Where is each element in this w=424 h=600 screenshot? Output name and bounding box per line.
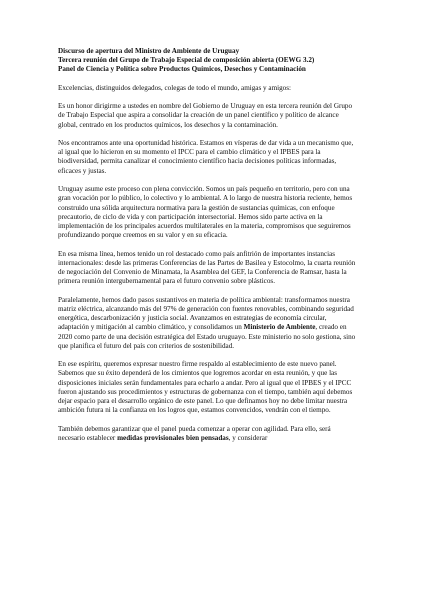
heading-meeting: Tercera reunión del Grupo de Trabajo Especial de composición abierta (OEWG 3.2) bbox=[58, 56, 315, 65]
paragraph-5-text-a: Paralelamente, hemos dado pasos sustantivos en materia de política ambiental: transformamos nuestra matriz eléctrica, alcanzando más del 97% de generación con fuentes renovables, combinando seguridad energética, descarbonización y justicia social. Avanzamos en estrategias de economía circular, adaptación y mitigación al cambio climático, y consolidamos un bbox=[58, 295, 354, 332]
paragraph-7 bbox=[58, 425, 358, 443]
paragraph-7-bold: medidas provisionales bien pensadas bbox=[117, 433, 229, 442]
paragraph-5-text-c: , creado en 2020 como parte de una decisión estratégica del Estado uruguayo. Este ministerio no solo gestiona, sino que planifica el futuro del país con criterios de sostenibilidad. bbox=[58, 323, 356, 350]
paragraph-2: Nos encontramos ante una oportunidad histórica. Estamos en vísperas de dar vida a un mecanismo que, al igual que lo hicieron en su momento el IPCC para el cambio climático y el IPBES para la biodiversidad, permita canalizar el conocimiento científico hacia decisiones políticas informadas, eficaces y justas. bbox=[58, 139, 354, 175]
paragraph-6: En ese espíritu, queremos expresar nuestro firme respaldo al establecimiento de este nuevo panel. Sabemos que su éxito dependerá de los cimientos que logremos acordar en esta reunión, y que las disposiciones iniciales serán fundamentales para echarlo a andar. Pero al igual que el IPBES y el IPCC fueron ajustando sus procedimientos y estructuras de gobernanza con el tiempo, también aquí debemos dejar espacio para el desarrollo orgánico de este panel. Lo que definamos hoy no debe limitar nuestra ambición futura ni la confianza en los logros que, estamos convencidos, vendrán con el tiempo. bbox=[58, 360, 353, 415]
paragraph-5 bbox=[58, 296, 358, 351]
heading-panel: Panel de Ciencia y Política sobre Productos Químicos, Desechos y Contaminación bbox=[58, 65, 306, 74]
paragraph-4: En esa misma línea, hemos tenido un rol destacado como país anfitrión de importantes instancias internacionales: desde las primeras Conferencias de las Partes de Basilea y Estocolmo, la cuarta reunión de negociación del Convenio de Minamata, la Asamblea del GEF, la Conferencia de Ramsar, hasta la primera reunión intergubernamental para el futuro convenio sobre plásticos. bbox=[58, 249, 356, 286]
paragraph-5-bold: Ministerio de Ambiente bbox=[243, 323, 316, 332]
paragraph-7-text-c: , y considerar bbox=[228, 433, 268, 442]
document-heading bbox=[58, 47, 358, 75]
paragraph-3: Uruguay asume este proceso con plena convicción. Somos un país pequeño en territorio, pero con una gran vocación por lo público, lo colectivo y lo ambiental. A lo largo de nuestra historia reciente, hemos construido una sólida arquitectura normativa para la gestión de sustancias químicas, con enfoque precautorio, de ciclo de vida y con participación intersectorial. Hemos sido parte activa en la implementación de los principales acuerdos multilaterales en la materia, compromisos que seguiremos profundizando porque creemos en su valor y en su eficacia. bbox=[58, 185, 353, 240]
paragraph-7-text-a: También debemos garantizar que el panel pueda comenzar a operar con agilidad. Para ello, será necesario establecer bbox=[58, 424, 331, 442]
heading-title: Discurso de apertura del Ministro de Ambiente de Uruguay bbox=[58, 47, 240, 55]
document-body bbox=[58, 47, 358, 452]
paragraph-1: Es un honor dirigirme a ustedes en nombre del Gobierno de Uruguay en esta tercera reunión del Grupo de Trabajo Especial que aspira a consolidar la creación de un panel científico y político de alcance global, centrado en los productos químicos, los desechos y la contaminación. bbox=[58, 102, 353, 129]
greeting-paragraph: Excelencias, distinguidos delegados, colegas de todo el mundo, amigas y amigos: bbox=[58, 83, 292, 92]
